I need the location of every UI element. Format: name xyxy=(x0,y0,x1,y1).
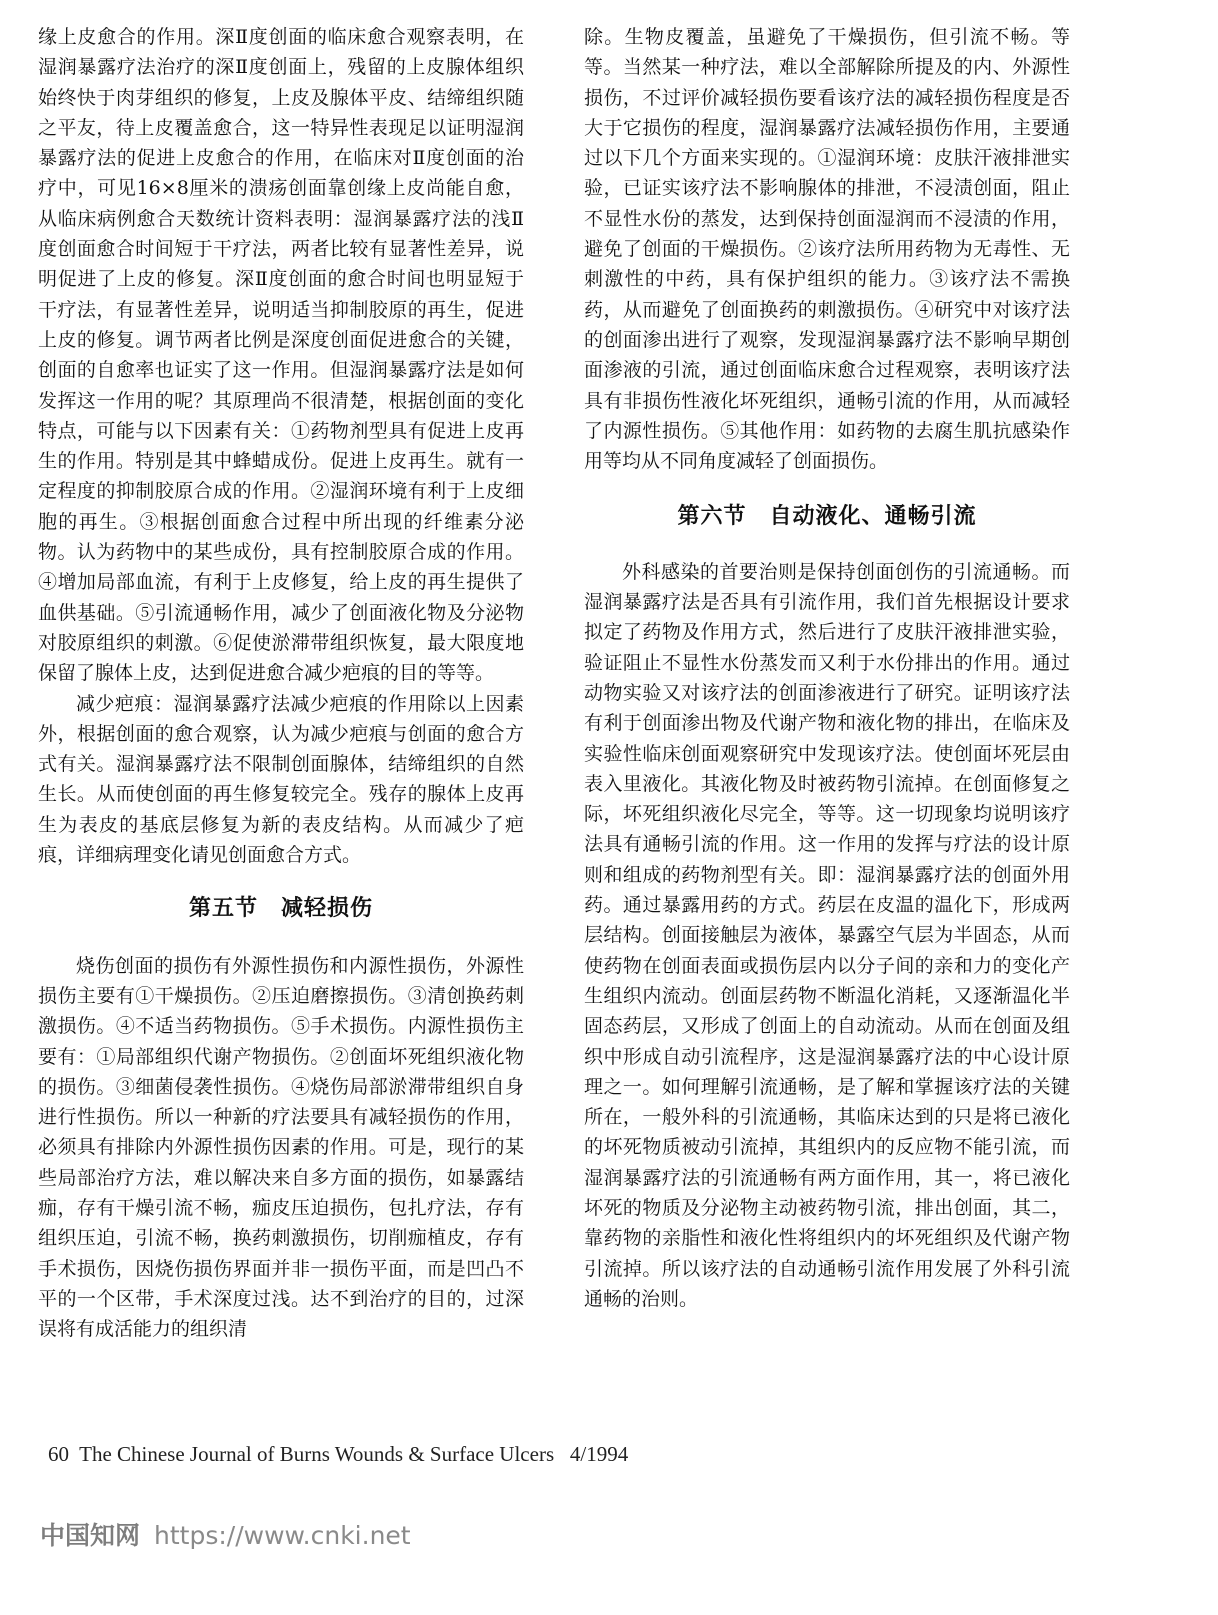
left-paragraph-3: 烧伤创面的损伤有外源性损伤和内源性损伤，外源性损伤主要有①干燥损伤。②压迫磨擦损伤。③清创换药刺激损伤。④不适当药物损伤。⑤手术损伤。内源性损伤主要有：①局部组织代谢产物损伤。②创面坏死组织液化物的损伤。③细菌侵袭性损伤。④烧伤局部淤滞带组织自身进行性损伤。所以一种新的疗法要具有减轻损伤的作用，必须具有排除内外源性损伤因素的作用。可是，现行的某些局部治疗方法，难以解决来自多方面的损伤，如暴露结痂，存有干燥引流不畅，痂皮压迫损伤，包扎疗法，存有组织压迫，引流不畅，换药刺激损伤，切削痂植皮，存有手术损伤，因烧伤损伤界面并非一损伤平面，而是凹凸不平的一个区带，手术深度过浅。达不到治疗的目的，过深误将有成活能力的组织清 xyxy=(38,954,524,1341)
cnki-watermark xyxy=(40,1516,411,1552)
left-paragraph-1: 缘上皮愈合的作用。深Ⅱ度创面的临床愈合观察表明，在湿润暴露疗法治疗的深Ⅱ度创面上，残留的上皮腺体组织始终快于肉芽组织的修复，上皮及腺体平皮、结缔组织随之平友，待上皮覆盖愈合，这一特异性表现足以证明湿润暴露疗法的促进上皮愈合的作用，在临床对Ⅱ度创面的治疗中，可见16×8厘米的溃疡创面靠创缘上皮尚能自愈，从临床病例愈合天数统计资料表明：湿润暴露疗法的浅Ⅱ度创面愈合时间短于干疗法，两者比较有显著性差异，说明促进了上皮的修复。深Ⅱ度创面的愈合时间也明显短于干疗法，有显著性差异，说明适当抑制胶原的再生，促进上皮的修复。调节两者比例是深度创面促进愈合的关键，创面的自愈率也证实了这一作用。但湿润暴露疗法是如何发挥这一作用的呢？其原理尚不很清楚，根据创面的变化特点，可能与以下因素有关：①药物剂型具有促进上皮再生的作用。特别是其中蜂蜡成份。促进上皮再生。就有一定程度的抑制胶原合成的作用。②湿润环境有利于上皮细胞的再生。③根据创面愈合过程中所出现的纤维素分泌物。认为药物中的某些成份，具有控制胶原合成的作用。④增加局部血流，有利于上皮修复，给上皮的再生提供了血供基础。⑤引流通畅作用，减少了创面液化物及分泌物对胶原组织的刺激。⑥促使淤滞带组织恢复，最大限度地保留了腺体上皮，达到促进愈合减少疤痕的目的等等。 xyxy=(38,26,524,685)
cnki-logo-text: 中国知网 xyxy=(40,1521,141,1550)
right-paragraph-1: 除。生物皮覆盖，虽避免了干燥损伤，但引流不畅。等等。当然某一种疗法，难以全部解除所提及的内、外源性损伤，不过评价减轻损伤要看该疗法的减轻损伤程度是否大于它损伤的程度，湿润暴露疗法减轻损伤作用，主要通过以下几个方面来实现的。①湿润环境：皮肤汗液排泄实验，已证实该疗法不影响腺体的排泄，不浸渍创面，阻止不显性水份的蒸发，达到保持创面湿润而不浸渍的作用，避免了创面的干燥损伤。②该疗法所用药物为无毒性、无刺激性的中药，具有保护组织的能力。③该疗法不需换药，从而避免了创面换药的刺激损伤。④研究中对该疗法的创面渗出进行了观察，发现湿润暴露疗法不影响早期创面渗液的引流，通过创面临床愈合过程观察，表明该疗法具有非损伤性液化坏死组织，通畅引流的作用，从而减轻了内源性损伤。⑤其他作用：如药物的去腐生肌抗感染作用等均从不同角度减轻了创面损伤。 xyxy=(584,26,1070,473)
cnki-url[interactable]: https://www.cnki.net xyxy=(154,1521,411,1550)
left-column xyxy=(38,22,524,1344)
right-paragraph-2: 外科感染的首要治则是保持创面创伤的引流通畅。而湿润暴露疗法是否具有引流作用，我们首先根据设计要求拟定了药物及作用方式，然后进行了皮肤汗液排泄实验，验证阻止不显性水份蒸发而又利于水份排出的作用。通过动物实验又对该疗法的创面渗液进行了研究。证明该疗法有利于创面渗出物及代谢产物和液化物的排出，在临床及实验性临床创面观察研究中发现该疗法。使创面坏死层由表入里液化。其液化物及时被药物引流掉。在创面修复之际，坏死组织液化尽完全，等等。这一切现象均说明该疗法具有通畅引流的作用。这一作用的发挥与疗法的设计原则和组成的药物剂型有关。即：湿润暴露疗法的创面外用药。通过暴露用药的方式。药层在皮温的温化下，形成两层结构。创面接触层为液体，暴露空气层为半固态，从而使药物在创面表面或损伤层内以分子间的亲和力的变化产生组织内流动。创面层药物不断温化消耗，又逐渐温化半固态药层，又形成了创面上的自动流动。从而在创面及组织中形成自动引流程序，这是湿润暴露疗法的中心设计原理之一。如何理解引流通畅，是了解和掌握该疗法的关键所在，一般外科的引流通畅，其临床达到的只是将已液化的坏死物质被动引流掉，其组织内的反应物不能引流，而湿润暴露疗法的引流通畅有两方面作用，其一，将已液化坏死的物质及分泌物主动被药物引流，排出创面，其二，靠药物的亲脂性和液化性将组织内的坏死组织及代谢产物引流掉。所以该疗法的自动通畅引流作用发展了外科引流通畅的治则。 xyxy=(584,560,1070,1310)
journal-name: The Chinese Journal of Burns Wounds & Surface Ulcers xyxy=(79,1442,555,1466)
page-footer xyxy=(48,1442,628,1467)
issue-number: 4/1994 xyxy=(569,1442,629,1466)
right-column xyxy=(584,22,1070,1314)
page-number: 60 xyxy=(48,1442,69,1466)
left-paragraph-2: 减少疤痕：湿润暴露疗法减少疤痕的作用除以上因素外，根据创面的愈合观察，认为减少疤痕与创面的愈合方式有关。湿润暴露疗法不限制创面腺体，结缔组织的自然生长。从而使创面的再生修复较完全。残存的腺体上皮再生为表皮的基底层修复为新的表皮结构。从而减少了疤痕，详细病理变化请见创面愈合方式。 xyxy=(38,692,524,867)
section-5-title: 第五节 减轻损伤 xyxy=(188,896,373,922)
section-6-title: 第六节 自动液化、通畅引流 xyxy=(677,504,977,530)
